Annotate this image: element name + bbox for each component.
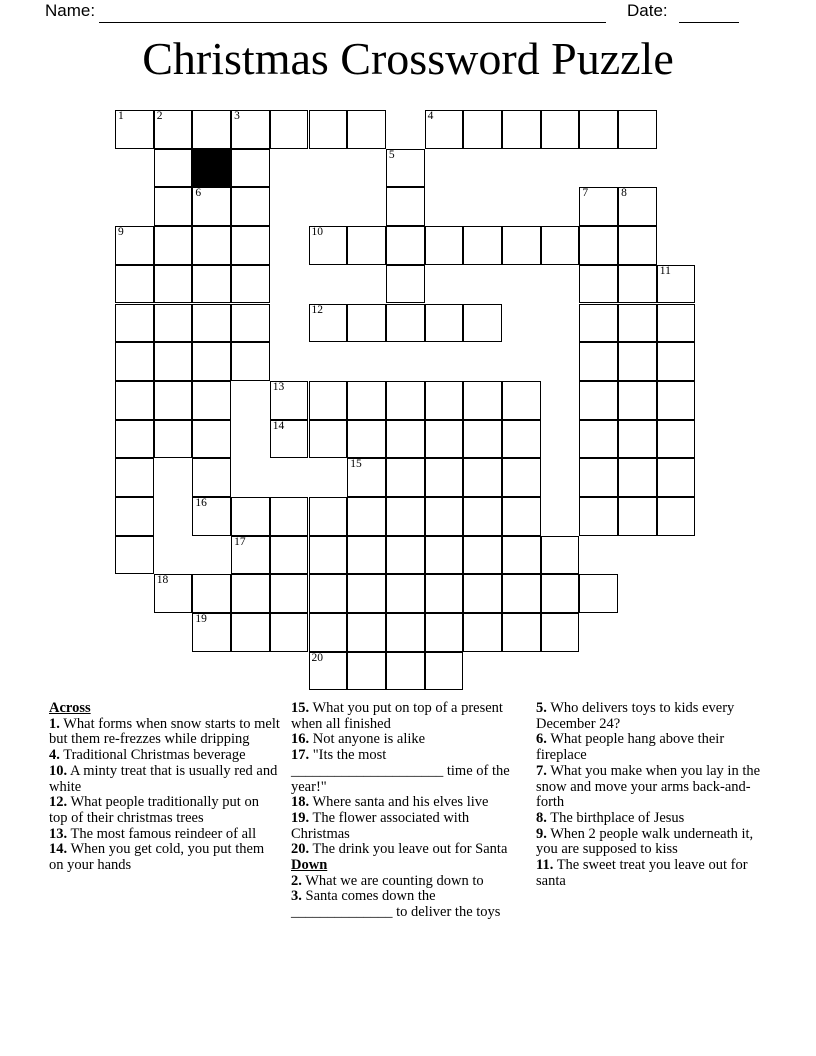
grid-cell[interactable] [386,458,425,497]
grid-cell[interactable] [154,265,193,304]
grid-cell[interactable] [425,381,464,420]
grid-cell[interactable] [154,226,193,265]
grid-cell[interactable] [579,574,618,613]
grid-cell[interactable] [231,574,270,613]
grid-cell[interactable] [154,110,193,149]
grid-cell[interactable] [154,342,193,381]
grid-cell[interactable] [502,381,541,420]
grid-cell[interactable] [192,420,231,459]
grid-cell[interactable] [231,226,270,265]
grid-cell[interactable] [463,574,502,613]
clue-number: 12. [49,794,68,811]
grid-cell[interactable] [386,304,425,343]
date-blank-line[interactable] [679,22,739,24]
clue-number: 8. [536,809,547,826]
grid-cell[interactable] [386,420,425,459]
grid-cell[interactable] [579,420,618,459]
cell-number: 11 [659,264,671,277]
clue-item: 13. The most famous reindeer of all [49,825,257,842]
black-cell [192,149,231,188]
grid-cell[interactable] [618,497,657,536]
grid-cell[interactable] [115,381,154,420]
grid-cell[interactable] [425,304,464,343]
grid-cell[interactable] [192,304,231,343]
grid-cell[interactable] [154,574,193,613]
grid-cell[interactable] [115,226,154,265]
grid-cell[interactable] [231,497,270,536]
grid-cell[interactable] [270,536,309,575]
grid-cell[interactable] [309,536,348,575]
grid-cell[interactable] [347,536,386,575]
grid-cell[interactable] [618,420,657,459]
clues-column-1 [49,701,281,874]
grid-cell[interactable] [618,187,657,226]
grid-cell[interactable] [425,497,464,536]
grid-cell[interactable] [270,420,309,459]
clue-number: 6. [536,731,547,748]
grid-cell[interactable] [115,420,154,459]
grid-cell[interactable] [425,652,464,691]
grid-cell[interactable] [386,652,425,691]
grid-cell[interactable] [309,226,348,265]
grid-cell[interactable] [347,574,386,613]
grid-cell[interactable] [386,265,425,304]
grid-cell[interactable] [463,536,502,575]
grid-cell[interactable] [231,265,270,304]
grid-cell[interactable] [154,381,193,420]
grid-cell[interactable] [463,381,502,420]
grid-cell[interactable] [502,420,541,459]
clue-number: 5. [536,700,547,716]
clue-item: 14. When you get cold, you put them on your hands [49,841,265,874]
grid-cell[interactable] [347,613,386,652]
clue-number: 18. [291,794,310,811]
grid-cell[interactable] [657,342,696,381]
grid-cell[interactable] [657,497,696,536]
grid-cell[interactable] [347,497,386,536]
grid-cell[interactable] [502,497,541,536]
grid-cell[interactable] [231,613,270,652]
clue-item: 6. What people hang above their fireplace [536,731,725,764]
cell-number: 6 [195,187,202,200]
clue-item: 5. Who delivers toys to kids every December 24? [536,700,735,732]
grid-cell[interactable] [386,574,425,613]
grid-cell[interactable] [386,381,425,420]
clue-number: 4. [49,747,60,764]
grid-cell[interactable] [425,420,464,459]
grid-cell[interactable] [231,110,270,149]
grid-cell[interactable] [579,458,618,497]
grid-cell[interactable] [309,110,348,149]
grid-cell[interactable] [309,652,348,691]
grid-cell[interactable] [154,187,193,226]
grid-cell[interactable] [192,226,231,265]
grid-cell[interactable] [425,574,464,613]
grid-cell[interactable] [579,187,618,226]
grid-cell[interactable] [192,342,231,381]
grid-cell[interactable] [347,652,386,691]
grid-cell[interactable] [618,265,657,304]
cell-number: 5 [388,148,395,161]
grid-cell[interactable] [115,536,154,575]
grid-cell[interactable] [541,226,580,265]
grid-cell[interactable] [192,381,231,420]
grid-cell[interactable] [192,110,231,149]
grid-cell[interactable] [347,420,386,459]
clue-number: 1. [49,715,60,732]
grid-cell[interactable] [386,536,425,575]
grid-cell[interactable] [618,110,657,149]
clue-number: 11. [536,857,554,874]
date-label: Date: [627,1,668,20]
grid-cell[interactable] [386,613,425,652]
cell-number: 17 [234,535,246,548]
clue-number: 20. [291,841,310,858]
grid-cell[interactable] [541,574,580,613]
clue-item: 8. The birthplace of Jesus [536,809,685,826]
grid-cell[interactable] [579,304,618,343]
clue-number: 19. [291,809,310,826]
grid-cell[interactable] [579,381,618,420]
clue-item: 10. A minty treat that is usually red and white [49,762,278,795]
grid-cell[interactable] [579,226,618,265]
grid-cell[interactable] [425,458,464,497]
grid-cell[interactable] [657,420,696,459]
grid-cell[interactable] [347,110,386,149]
grid-cell[interactable] [231,149,270,188]
grid-cell[interactable] [309,420,348,459]
grid-cell[interactable] [231,304,270,343]
clue-item: 20. The drink you leave out for Santa [291,841,508,858]
cell-number: 10 [311,226,323,239]
grid-cell[interactable] [309,497,348,536]
grid-cell[interactable] [231,342,270,381]
grid-cell[interactable] [579,110,618,149]
grid-cell[interactable] [618,304,657,343]
grid-cell[interactable] [541,110,580,149]
grid-cell[interactable] [192,187,231,226]
clue-number: 15. [291,700,310,716]
grid-cell[interactable] [618,458,657,497]
grid-cell[interactable] [154,149,193,188]
cell-number: 19 [195,613,207,626]
grid-cell[interactable] [115,265,154,304]
clue-item: 7. What you make when you lay in the snow and move your arms back-and-forth [536,762,761,811]
grid-cell[interactable] [347,381,386,420]
grid-cell[interactable] [347,226,386,265]
grid-cell[interactable] [115,304,154,343]
cell-number: 15 [350,458,362,471]
cell-number: 4 [427,110,434,122]
grid-cell[interactable] [425,110,464,149]
clue-item: 11. The sweet treat you leave out for santa [536,857,748,889]
clue-number: 2. [291,872,302,889]
grid-cell[interactable] [618,226,657,265]
clue-number: 17. [291,747,310,764]
clue-item: 9. When 2 people walk underneath it, you are supposed to kiss [536,825,754,858]
grid-cell[interactable] [192,613,231,652]
grid-cell[interactable] [502,110,541,149]
clue-item: 1. What forms when snow starts to melt but them re-frezzes while dripping [49,715,280,748]
cell-number: 18 [156,574,169,587]
cell-number: 13 [272,380,285,393]
grid-cell[interactable] [541,613,580,652]
clue-list-heading: Across [49,700,91,716]
grid-cell[interactable] [386,149,425,188]
grid-cell[interactable] [192,265,231,304]
clue-number: 14. [49,841,68,858]
grid-cell[interactable] [309,381,348,420]
crossword-grid [115,110,696,691]
clue-number: 16. [291,731,310,748]
grid-cell[interactable] [463,613,502,652]
grid-cell[interactable] [309,613,348,652]
grid-cell[interactable] [463,226,502,265]
grid-cell[interactable] [502,536,541,575]
grid-cell[interactable] [115,458,154,497]
grid-cell[interactable] [463,110,502,149]
grid-cell[interactable] [309,304,348,343]
grid-cell[interactable] [618,381,657,420]
grid-cell[interactable] [579,342,618,381]
clues-column-2 [291,701,524,921]
grid-cell[interactable] [192,497,231,536]
clue-item: 12. What people traditionally put on top of their christmas trees [49,794,259,826]
clue-item: 17. "Its the most _____________________ time of the year!" [291,747,510,795]
cell-number: 14 [272,419,285,432]
cell-number: 12 [311,303,323,316]
clue-list-heading: Down [291,857,328,874]
grid-cell[interactable] [115,342,154,381]
grid-cell[interactable] [502,226,541,265]
grid-cell[interactable] [463,420,502,459]
clue-number: 9. [536,825,547,842]
grid-cell[interactable] [657,265,696,304]
grid-cell[interactable] [231,187,270,226]
cell-number: 7 [582,187,589,200]
grid-cell[interactable] [270,613,309,652]
grid-cell[interactable] [579,265,618,304]
cell-number: 16 [195,497,207,509]
grid-cell[interactable] [270,110,309,149]
clues-column-3 [536,701,770,889]
clue-item: 15. What you put on top of a present when all finished [291,700,503,732]
grid-cell[interactable] [231,536,270,575]
grid-cell[interactable] [463,304,502,343]
cell-number: 8 [621,187,627,200]
clue-number: 7. [536,762,547,779]
grid-cell[interactable] [115,110,154,149]
grid-cell[interactable] [115,497,154,536]
grid-cell[interactable] [154,420,193,459]
name-blank-line[interactable] [99,22,606,24]
grid-cell[interactable] [425,613,464,652]
cell-number: 1 [118,110,124,122]
grid-cell[interactable] [502,458,541,497]
cell-number: 2 [156,110,163,122]
grid-cell[interactable] [347,304,386,343]
clue-item: 2. What we are counting down to [291,872,484,889]
grid-cell[interactable] [386,187,425,226]
grid-cell[interactable] [463,497,502,536]
grid-cell[interactable] [270,497,309,536]
name-label: Name: [45,1,96,20]
grid-cell[interactable] [502,574,541,613]
grid-cell[interactable] [463,458,502,497]
clue-item: 16. Not anyone is alike [291,731,426,748]
clue-item: 19. The flower associated with Christmas [291,809,470,842]
clue-number: 13. [49,825,68,842]
grid-cell[interactable] [657,304,696,343]
grid-cell[interactable] [541,536,580,575]
grid-cell[interactable] [386,226,425,265]
clue-item: 18. Where santa and his elves live [291,794,489,811]
grid-cell[interactable] [425,226,464,265]
grid-cell[interactable] [347,458,386,497]
clue-number: 3. [291,888,302,905]
grid-cell[interactable] [192,574,231,613]
grid-cell[interactable] [192,458,231,497]
grid-cell[interactable] [270,381,309,420]
grid-cell[interactable] [386,497,425,536]
cell-number: 9 [118,226,124,239]
grid-cell[interactable] [579,497,618,536]
grid-cell[interactable] [618,342,657,381]
clue-item: 4. Traditional Christmas beverage [49,747,246,764]
cell-number: 3 [234,110,240,122]
grid-cell[interactable] [154,304,193,343]
grid-cell[interactable] [270,574,309,613]
clue-item: 3. Santa comes down the ______________ to deliver the toys [291,888,501,921]
grid-cell[interactable] [309,574,348,613]
grid-cell[interactable] [502,613,541,652]
page-title: Christmas Crossword Puzzle [142,33,674,84]
cell-number: 20 [311,651,323,664]
grid-cell[interactable] [657,458,696,497]
grid-cell[interactable] [657,381,696,420]
grid-cell[interactable] [425,536,464,575]
clue-number: 10. [49,762,68,779]
